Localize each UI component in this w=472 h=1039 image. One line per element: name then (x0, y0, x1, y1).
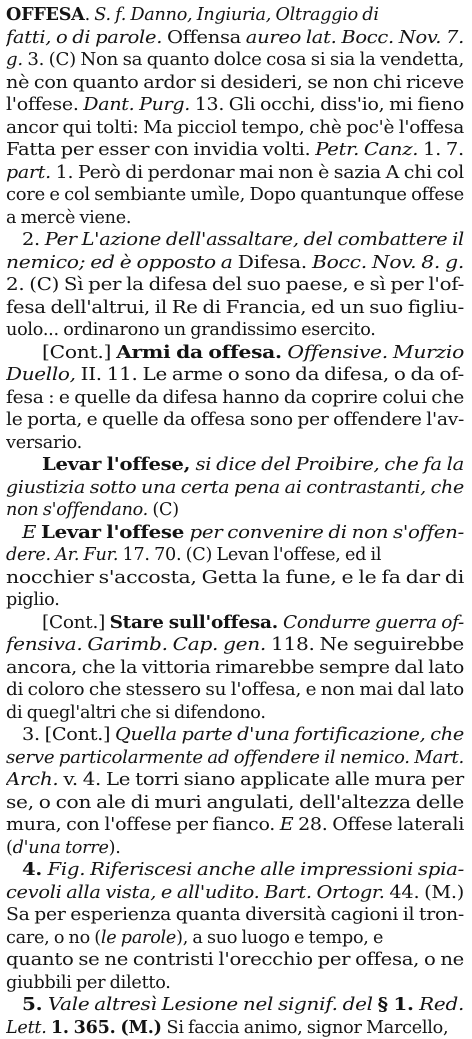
text-line-content (22, 229, 464, 252)
roman-text: nocchier s'accosta, Getta la fune, e le fa dar di (6, 568, 464, 588)
text-line-content (42, 612, 464, 635)
italic-text: le parole (101, 928, 176, 948)
roman-text: 44. (M.) (389, 883, 464, 903)
bold-term: Levar l'offese, (42, 454, 196, 475)
bold-term: Stare sull'offesa. (110, 612, 283, 633)
text-line-content (6, 837, 121, 860)
text-line-content (6, 589, 60, 612)
text-line (6, 499, 466, 522)
text-line-content (6, 49, 464, 72)
text-line-content (6, 184, 464, 207)
text-line-content (6, 387, 464, 410)
roman-text: se, o con ale di muri angulati, dell'altezza delle (6, 793, 464, 813)
italic-text: Fig. Riferiscesi anche alle impressioni spia- (47, 860, 464, 880)
text-line-content (6, 882, 464, 905)
text-line-content (6, 567, 464, 590)
text-line (6, 207, 466, 230)
text-line (6, 522, 466, 545)
text-line (6, 477, 466, 500)
text-line (6, 229, 466, 252)
text-line (6, 274, 466, 297)
roman-text: di coloro che stessero su l'offesa, e non mai dal lato (6, 680, 464, 700)
text-line-content (6, 769, 464, 792)
text-line-content (6, 207, 131, 230)
italic-text: Offensive. Murzio (287, 343, 464, 363)
italic-text: Arch. (6, 770, 63, 790)
roman-text: di quegl'altri che si difendono. (6, 703, 266, 723)
italic-text: Per L'azione dell'assaltare, del combattere il (45, 230, 464, 250)
text-line (6, 589, 466, 612)
text-line (6, 949, 466, 972)
text-line-content (6, 1017, 448, 1039)
text-line-content (6, 27, 464, 50)
text-line-content (6, 319, 376, 342)
text-line (6, 814, 466, 837)
text-line-content (6, 364, 464, 387)
text-line-content (6, 814, 464, 837)
bold-term: 4. (22, 859, 47, 880)
roman-text: ). (109, 838, 121, 858)
roman-text: v. 4. Le torri siano applicate alle mura per (63, 770, 464, 790)
text-line (6, 859, 466, 882)
roman-text: (C) (152, 500, 178, 520)
roman-text: Si faccia animo, signor Marcello, (167, 1018, 449, 1038)
text-line (6, 432, 466, 455)
roman-text: Difesa. (238, 253, 312, 273)
roman-text: II. 11. Le arme o sono da difesa, o da of- (81, 365, 464, 385)
text-line (6, 27, 466, 50)
italic-text: Petr. Canz. (315, 140, 423, 160)
text-line (6, 184, 466, 207)
italic-text: per convenire di non s'offen- (189, 523, 464, 543)
text-line-content (6, 499, 179, 522)
text-line (6, 94, 466, 117)
text-line (6, 1017, 466, 1039)
italic-text: Vale altresì Lesione nel signif. del (48, 995, 378, 1015)
text-line (6, 387, 466, 410)
roman-text: 1. 7. (423, 140, 464, 160)
text-line-content (42, 454, 464, 477)
roman-text: core e col sembiante umìle, Dopo quantunque offese (6, 185, 464, 205)
text-line (6, 567, 466, 590)
italic-text: non s'offendano. (6, 500, 152, 520)
text-line-content (6, 679, 464, 702)
text-line (6, 792, 466, 815)
text-line (6, 927, 466, 950)
text-line (6, 117, 466, 140)
text-line-content (6, 94, 464, 117)
text-line-content (6, 747, 464, 770)
text-line-content (22, 994, 464, 1017)
text-line (6, 634, 466, 657)
roman-text: ancora, che la vittoria rimarebbe sempre dal lato (6, 658, 464, 678)
italic-text: dere. Ar. Fur. (6, 545, 123, 565)
bold-term: Levar l'offese (41, 522, 189, 543)
roman-text: a mercè viene. (6, 208, 131, 228)
italic-text: cevoli alla vista, e all'udito. Bart. Ortogr. (6, 883, 389, 903)
roman-text: 3. [Cont.] (22, 725, 115, 745)
roman-text: 1. Però di perdonar mai non è sazia A chi col (56, 163, 464, 183)
text-line (6, 747, 466, 770)
text-line (6, 364, 466, 387)
italic-text: Condurre guerra of- (283, 613, 464, 633)
text-line (6, 4, 466, 27)
dictionary-entry (6, 4, 466, 1039)
text-line-content (6, 252, 464, 275)
italic-text: fatti, o di parole. (6, 28, 167, 48)
italic-text: E (280, 815, 298, 835)
text-line-content (42, 342, 464, 365)
text-line-content (22, 859, 464, 882)
text-line (6, 139, 466, 162)
roman-text: quanto se ne contristi l'orecchio per offesa, o ne (6, 950, 464, 970)
italic-text: Lett. (6, 1018, 51, 1038)
text-line-content (6, 972, 171, 995)
text-line-content (6, 544, 381, 567)
text-line-content (22, 724, 464, 747)
bold-term: § 1. (378, 994, 420, 1015)
italic-text: Dant. Purg. (83, 95, 194, 115)
text-line (6, 72, 466, 95)
text-line-content (6, 409, 464, 432)
roman-text: . (85, 5, 95, 25)
roman-text: fesa : e quelle da difesa hanno da coprire colui che (6, 388, 464, 408)
text-line (6, 972, 466, 995)
text-line-content (6, 117, 464, 140)
bold-term: 5. (22, 994, 48, 1015)
roman-text: nè con quanto ardor si desideri, se non chi riceve (6, 73, 464, 93)
roman-text: l'offese. (6, 95, 83, 115)
text-line (6, 409, 466, 432)
text-line-content (6, 949, 464, 972)
roman-text: 118. Ne seguirebbe (271, 635, 464, 655)
italic-text: E (22, 523, 41, 543)
roman-text: uolo... ordinarono un grandissimo esercito. (6, 320, 376, 340)
roman-text: care, o no ( (6, 928, 101, 948)
text-line (6, 769, 466, 792)
text-line (6, 679, 466, 702)
text-line-content (6, 297, 464, 320)
text-line-content (6, 139, 464, 162)
text-line (6, 837, 466, 860)
text-line-content (6, 927, 383, 950)
headword: OFFESA (6, 4, 85, 25)
roman-text: [Cont.] (42, 343, 116, 363)
text-line (6, 882, 466, 905)
italic-text: Quella parte d'una fortificazione, che (115, 725, 464, 745)
roman-text: 28. Offese laterali (298, 815, 464, 835)
text-line (6, 544, 466, 567)
roman-text: Sa per esperienza quanta diversità cagioni il tron- (6, 905, 464, 925)
text-line (6, 904, 466, 927)
italic-text: si dice del Proibire, che fa la (196, 455, 464, 475)
roman-text: ), a suo luogo e tempo, e (176, 928, 383, 948)
italic-text: Bocc. Nov. 8. g. (312, 253, 464, 273)
roman-text: versario. (6, 433, 82, 453)
italic-text: Red. (419, 995, 464, 1015)
roman-text: giubbili per diletto. (6, 973, 171, 993)
italic-text: part. (6, 163, 56, 183)
text-line (6, 162, 466, 185)
italic-text: giustizia sotto una certa pena ai contrastanti, che (6, 478, 464, 498)
roman-text: 17. 70. (C) Levan l'offese, ed il (123, 545, 382, 565)
text-line-content (6, 162, 464, 185)
text-line-content (6, 634, 464, 657)
roman-text: 2. (22, 230, 45, 250)
text-line (6, 297, 466, 320)
roman-text: mura, con l'offese per fianco. (6, 815, 280, 835)
text-line (6, 994, 466, 1017)
italic-text: S. f. Danno, Ingiuria, Oltraggio di (94, 5, 378, 25)
roman-text: [Cont.] (42, 613, 110, 633)
text-line-content (22, 522, 464, 545)
text-line-content (6, 274, 464, 297)
italic-text: aureo lat. Bocc. Nov. 7. (246, 28, 464, 48)
text-line-content (6, 702, 266, 725)
italic-text: Duello, (6, 365, 81, 385)
text-line (6, 724, 466, 747)
bold-term: 1. 365. (M.) (51, 1017, 167, 1038)
text-line (6, 49, 466, 72)
italic-text: serve particolarmente ad offendere il nemico. Mart. (6, 748, 464, 768)
roman-text: fesa dell'altrui, il Re di Francia, ed un suo figliu- (6, 298, 464, 318)
text-line-content (6, 792, 464, 815)
roman-text: 13. Gli occhi, diss'io, mi fieno (195, 95, 464, 115)
text-line (6, 319, 466, 342)
italic-text: d'una torre (13, 838, 109, 858)
italic-text: fensiva. Garimb. Cap. gen. (6, 635, 271, 655)
roman-text: Offensa (167, 28, 246, 48)
roman-text: ancor qui tolti: Ma picciol tempo, chè poc'è l'offesa (6, 118, 464, 138)
text-line-content (6, 72, 464, 95)
text-line-content (6, 657, 464, 680)
text-line-content (6, 432, 82, 455)
text-line (6, 454, 466, 477)
text-line (6, 612, 466, 635)
italic-text: nemico; ed è opposto a (6, 253, 238, 273)
text-line (6, 252, 466, 275)
text-line-content (6, 477, 464, 500)
text-line (6, 342, 466, 365)
roman-text: Fatta per esser con invidia volti. (6, 140, 315, 160)
bold-term: Armi da offesa. (116, 342, 287, 363)
roman-text: 3. (C) Non sa quanto dolce cosa si sia la vendetta, (27, 50, 464, 70)
roman-text: le porta, e quelle da offesa sono per offendere l'av- (6, 410, 464, 430)
roman-text: ( (6, 838, 13, 858)
italic-text: g. (6, 50, 27, 70)
roman-text: piglio. (6, 590, 60, 610)
text-line-content (6, 904, 464, 927)
text-line (6, 657, 466, 680)
roman-text: 2. (C) Sì per la difesa del suo paese, e sì per l'of- (6, 275, 464, 295)
text-line (6, 702, 466, 725)
text-line-content (6, 4, 379, 27)
